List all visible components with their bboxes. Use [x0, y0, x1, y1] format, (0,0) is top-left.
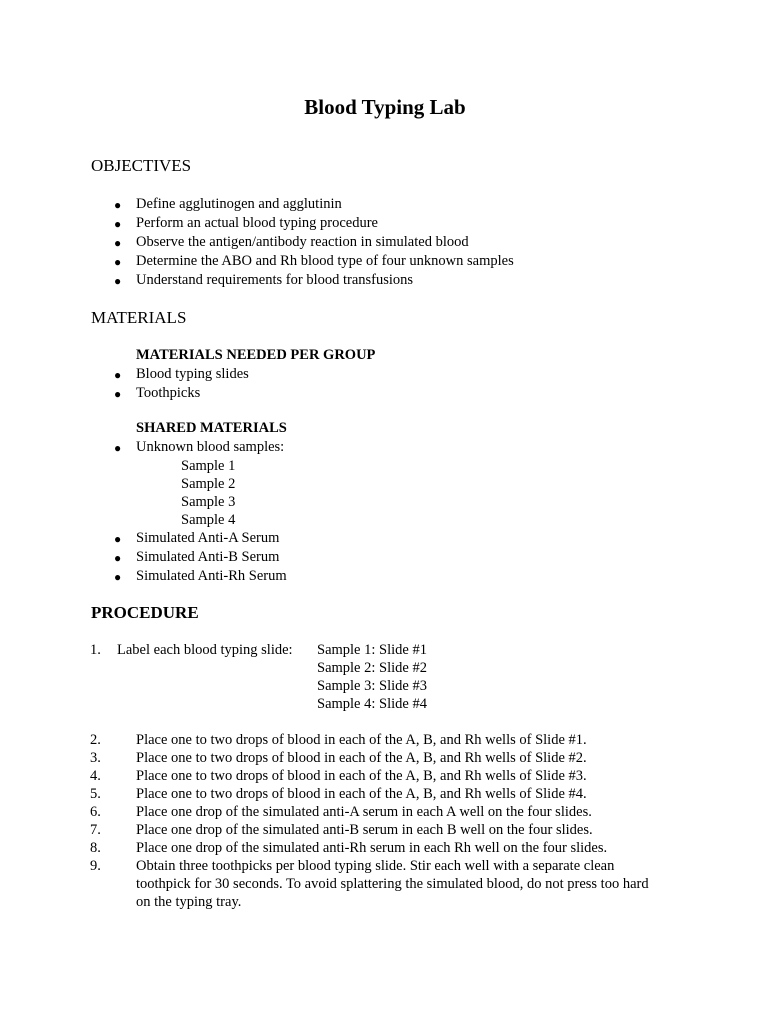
shared-materials-heading: SHARED MATERIALS [136, 420, 287, 436]
sample-item: Sample 3 [181, 494, 236, 510]
objective-item: Perform an actual blood typing procedure [136, 215, 378, 231]
step-text: Place one to two drops of blood in each of the A, B, and Rh wells of Slide #3. [136, 768, 587, 784]
slide-assignment: Sample 3: Slide #3 [317, 678, 427, 694]
bullet-icon: ● [114, 532, 122, 546]
page-title: Blood Typing Lab [304, 95, 466, 119]
materials-heading: MATERIALS [91, 308, 187, 327]
slide-assignment: Sample 4: Slide #4 [317, 696, 427, 712]
step-number: 8. [90, 840, 101, 856]
step-number: 4. [90, 768, 101, 784]
bullet-icon: ● [114, 551, 122, 565]
shared-material-item: Simulated Anti-Rh Serum [136, 568, 287, 584]
bullet-icon: ● [114, 236, 122, 250]
step-number: 1. [90, 642, 101, 658]
step-number: 7. [90, 822, 101, 838]
procedure-heading: PROCEDURE [91, 603, 199, 622]
bullet-icon: ● [114, 387, 122, 401]
bullet-icon: ● [114, 274, 122, 288]
sample-item: Sample 2 [181, 476, 236, 492]
step-number: 5. [90, 786, 101, 802]
slide-assignment: Sample 2: Slide #2 [317, 660, 427, 676]
step-label: Label each blood typing slide: [117, 642, 293, 658]
sample-item: Sample 1 [181, 458, 236, 474]
step-text: Place one drop of the simulated anti-B serum in each B well on the four slides. [136, 822, 593, 838]
step-number: 6. [90, 804, 101, 820]
step-text: Place one to two drops of blood in each of the A, B, and Rh wells of Slide #1. [136, 732, 587, 748]
step-text: Place one drop of the simulated anti-Rh serum in each Rh well on the four slides. [136, 840, 608, 856]
step-text: Place one to two drops of blood in each of the A, B, and Rh wells of Slide #4. [136, 786, 587, 802]
objective-item: Understand requirements for blood transfusions [136, 272, 414, 288]
group-material-item: Blood typing slides [136, 366, 249, 382]
step-number: 9. [90, 858, 101, 874]
shared-material-item: Simulated Anti-A Serum [136, 530, 280, 546]
bullet-icon: ● [114, 217, 122, 231]
bullet-icon: ● [114, 441, 122, 455]
step-text: Obtain three toothpicks per blood typing slide. Stir each well with a separate clean [136, 858, 615, 874]
bullet-icon: ● [114, 570, 122, 584]
bullet-icon: ● [114, 198, 122, 212]
slide-assignment: Sample 1: Slide #1 [317, 642, 427, 658]
step-text: toothpick for 30 seconds. To avoid splattering the simulated blood, do not press too hard [136, 876, 649, 892]
objective-item: Define agglutinogen and agglutinin [136, 196, 342, 212]
shared-material-item: Unknown blood samples: [136, 439, 285, 455]
objective-item: Observe the antigen/antibody reaction in simulated blood [136, 234, 469, 250]
sample-item: Sample 4 [181, 512, 236, 528]
group-materials-heading: MATERIALS NEEDED PER GROUP [136, 347, 376, 363]
bullet-icon: ● [114, 255, 122, 269]
shared-material-item: Simulated Anti-B Serum [136, 549, 280, 565]
objective-item: Determine the ABO and Rh blood type of four unknown samples [136, 253, 514, 269]
step-text: Place one to two drops of blood in each of the A, B, and Rh wells of Slide #2. [136, 750, 587, 766]
bullet-icon: ● [114, 368, 122, 382]
objectives-heading: OBJECTIVES [91, 156, 192, 175]
step-text: Place one drop of the simulated anti-A serum in each A well on the four slides. [136, 804, 592, 820]
step-number: 3. [90, 750, 101, 766]
step-text: on the typing tray. [136, 894, 242, 910]
step-number: 2. [90, 732, 101, 748]
group-material-item: Toothpicks [136, 385, 201, 401]
